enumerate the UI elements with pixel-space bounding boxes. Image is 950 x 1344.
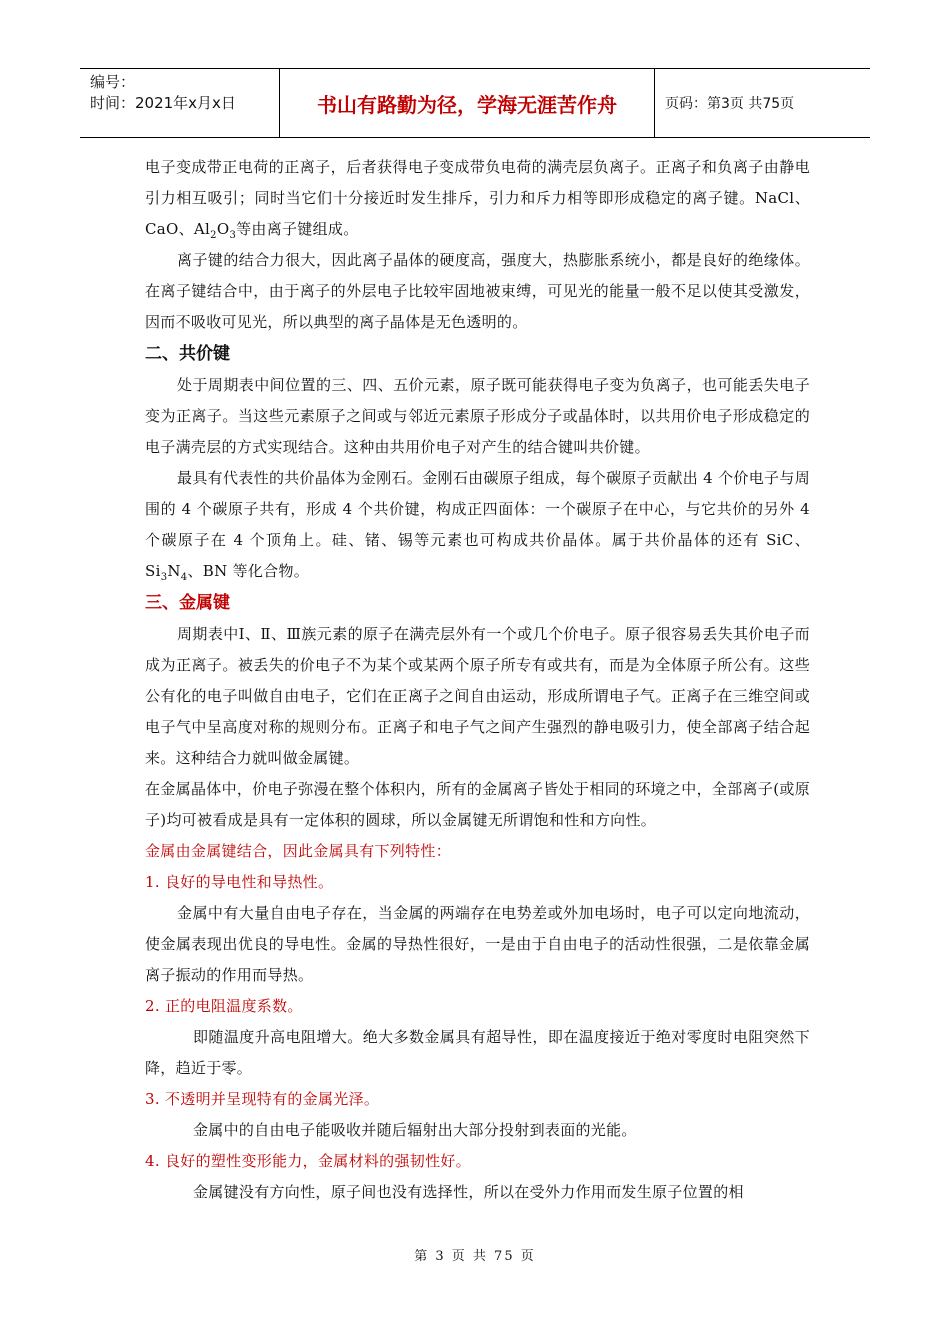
paragraph-metal-properties-intro: 金属由金属键结合，因此金属具有下列特性： [145, 842, 452, 860]
doc-number-label: 编号： [90, 73, 136, 91]
list-item-plasticity: 4. 良好的塑性变形能力，金属材料的强韧性好。 [145, 1152, 471, 1170]
doc-time-label: 时间：2021年x月x日 [90, 94, 236, 112]
paragraph-covalent-intro: 处于周期表中间位置的三、四、五价元素，原子既可能获得电子变为负离子，也可能丢失电子变为正离子。当这些元素原子之间或与邻近元素原子形成分子或晶体时，以共用价电子形成稳定的电子满壳层的方式实现结合。这种由共用价电子对产生的结合键叫共价键。 [145, 376, 810, 456]
paragraph-resistance: 即随温度升高电阻增大。绝大多数金属具有超导性，即在温度接近于绝对零度时电阻突然下降，趋近于零。 [145, 1028, 810, 1077]
heading-metallic-bond: 三、金属键 [145, 593, 230, 613]
paragraph-ionic-properties: 离子键的结合力很大，因此离子晶体的硬度高，强度大，热膨胀系统小，都是良好的绝缘体。在离子键结合中，由于离子的外层电子比较牢固地被束缚，可见光的能量一般不足以使其受激发，因而不吸收可见光，所以典型的离子晶体是无色透明的。 [145, 251, 810, 331]
paragraph-ionic-bond-cont: 电子变成带正电荷的正离子，后者获得电子变成带负电荷的满壳层负离子。正离子和负离子由静电引力相互吸引；同时当它们十分接近时发生排斥，引力和斥力相等即形成稳定的离子键。NaCl、CaO、$Al_2O_3$等由离子键组成。 [145, 158, 810, 241]
page-footer: 第 3 页 共 75 页 [414, 1249, 536, 1264]
paragraph-luster: 金属中的自由电子能吸收并随后辐射出大部分投射到表面的光能。 [193, 1121, 637, 1139]
paragraph-metallic-intro: 周期表中Ⅰ、Ⅱ、Ⅲ族元素的原子在满壳层外有一个或几个价电子。原子很容易丢失其价电子而成为正离子。被丢失的价电子不为某个或某两个原子所专有或共有，而是为全体原子所公有。这些公有化的电子叫做自由电子，它们在正离子之间自由运动，形成所谓电子气。正离子在三维空间或电子气中呈高度对称的规则分布。正离子和电子气之间产生强烈的静电吸引力，使全部离子结合起来。这种结合力就叫做金属键。 [145, 625, 810, 767]
header-motto: 书山有路勤为径，学海无涯苦作舟 [280, 69, 655, 137]
heading-covalent-bond: 二、共价键 [145, 344, 230, 364]
list-item-luster: 3. 不透明并呈现特有的金属光泽。 [145, 1090, 380, 1108]
page-header [80, 68, 870, 138]
paragraph-diamond: 最具有代表性的共价晶体为金刚石。金刚石由碳原子组成，每个碳原子贡献出 4 个价电子与周围的 4 个碳原子共有，形成 4 个共价键，构成正四面体：一个碳原子在中心，与它共价的另外 4 个碳原子在 4 个顶角上。硅、锗、锡等元素也可构成共价晶体。属于共价晶体的还有 SiC、$Si_3N_4$、BN 等化合物。 [145, 469, 810, 583]
header-page-info: 页码：第3页 共75页 [665, 96, 795, 112]
paragraph-conductivity: 金属中有大量自由电子存在，当金属的两端存在电势差或外加电场时，电子可以定向地流动，使金属表现出优良的导电性。金属的导热性很好，一是由于自由电子的活动性很强，二是依靠金属离子振动的作用而导热。 [145, 904, 810, 984]
list-item-conductivity: 1. 良好的导电性和导热性。 [145, 873, 334, 891]
paragraph-plasticity: 金属键没有方向性，原子间也没有选择性，所以在受外力作用而发生原子位置的相 [193, 1183, 744, 1201]
list-item-resistance: 2. 正的电阻温度系数。 [145, 997, 303, 1015]
header-left-cell [80, 69, 280, 137]
paragraph-metallic-crystal: 在金属晶体中，价电子弥漫在整个体积内，所有的金属离子皆处于相同的环境之中，全部离子(或原子)均可被看成是具有一定体积的圆球，所以金属键无所谓饱和性和方向性。 [145, 780, 810, 829]
page-content [145, 152, 810, 1208]
